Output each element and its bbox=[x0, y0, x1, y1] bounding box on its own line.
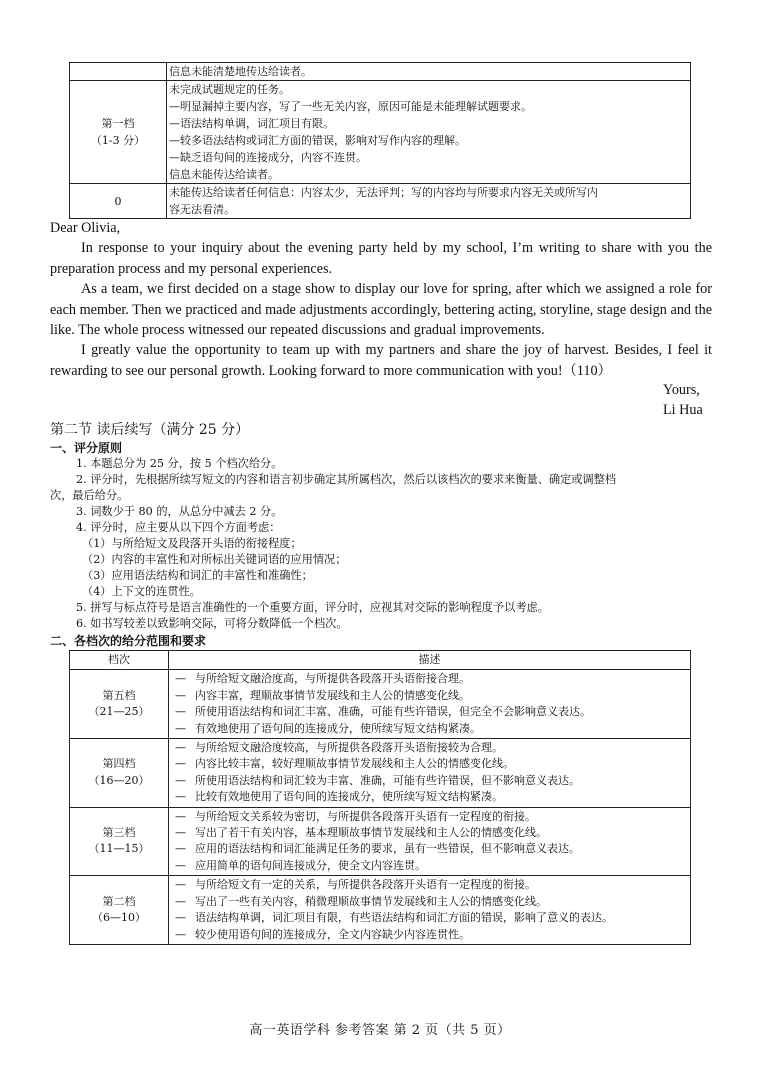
level-range: （1-3 分） bbox=[90, 134, 146, 147]
principle-item: （1）与所给短文及段落开头语的衔接程度； bbox=[82, 537, 302, 550]
table-row bbox=[70, 876, 691, 945]
description-line: — 内容比较丰富，较好理顺故事情节发展线和主人公的情感变化线。 bbox=[175, 757, 514, 771]
principle-item: 5. 拼写与标点符号是语言准确性的一个重要方面，评分时，应视其对交际的影响程度予以考虑。 bbox=[76, 601, 549, 614]
level-cell bbox=[70, 807, 169, 876]
description-cell bbox=[167, 81, 691, 184]
description-line: — 与所给短文融洽度高，与所提供各段落开头语衔接合理。 bbox=[175, 672, 470, 686]
principle-item: 3. 词数少于 80 的，从总分中减去 2 分。 bbox=[76, 505, 283, 518]
description-cell bbox=[169, 739, 691, 808]
description-line: 未能传达给读者任何信息：内容太少，无法评判；写的内容均与所要求内容无关或所写内 bbox=[169, 186, 598, 199]
principle-item: 6. 如书写较差以致影响交际，可将分数降低一个档次。 bbox=[76, 617, 348, 630]
level-cell bbox=[70, 63, 167, 81]
description-line: — 与所给短文有一定的关系，与所提供各段落开头语有一定程度的衔接。 bbox=[175, 878, 536, 892]
table-header-row bbox=[70, 651, 691, 670]
description-line: —明显漏掉主要内容，写了一些无关内容，原因可能是未能理解试题要求。 bbox=[169, 100, 532, 113]
description-line: — 应用的语法结构和词汇能满足任务的要求，虽有一些错误，但不影响意义表达。 bbox=[175, 842, 580, 856]
section-title: 第二节 读后续写（满分 25 分） bbox=[50, 422, 250, 438]
description-line: —语法结构单调，词汇项目有限。 bbox=[169, 117, 334, 130]
table-row bbox=[70, 81, 691, 184]
description-line: — 有效地使用了语句间的连接成分，使所续写短文结构紧凑。 bbox=[175, 721, 481, 735]
principle-item: 2. 评分时，先根据所续写短文的内容和语言初步确定其所属档次，然后以该档次的要求来衡量、确定或调整档 bbox=[76, 473, 617, 486]
table-row bbox=[70, 670, 691, 739]
table-row bbox=[70, 807, 691, 876]
level-name: 第三档 bbox=[102, 826, 136, 840]
description-line: — 写出了若干有关内容，基本理顺故事情节发展线和主人公的情感变化线。 bbox=[175, 826, 547, 840]
description-line: 未完成试题规定的任务。 bbox=[169, 83, 290, 96]
description-line: 容无法看清。 bbox=[169, 203, 235, 216]
letter-paragraph: In response to your inquiry about the evening party held by my school, I’m writing to share with you the preparation process and my personal experiences. bbox=[50, 240, 712, 277]
description-line: 信息未能传达给读者。 bbox=[169, 168, 279, 181]
level-cell bbox=[70, 184, 167, 219]
level-name: 第一档 bbox=[101, 117, 135, 130]
description-line: — 与所给短文关系较为密切，与所提供各段落开头语有一定程度的衔接。 bbox=[175, 809, 536, 823]
level-range: （21—25） bbox=[88, 705, 150, 719]
level-name: 第四档 bbox=[102, 757, 136, 771]
description-cell bbox=[169, 807, 691, 876]
table-row bbox=[70, 184, 691, 219]
header-description: 描述 bbox=[169, 651, 691, 670]
description-line: — 语法结构单调，词汇项目有限，有些语法结构和词汇方面的错误，影响了意义的表达。 bbox=[175, 911, 613, 925]
principles-heading: 一、评分原则 bbox=[50, 441, 123, 455]
principle-item: （3）应用语法结构和词汇的丰富性和准确性； bbox=[82, 569, 313, 582]
level-cell bbox=[70, 81, 167, 184]
description-line: —缺乏语句间的连接成分，内容不连贯。 bbox=[169, 151, 367, 164]
principle-item: 次，最后给分。 bbox=[50, 489, 129, 502]
sample-letter bbox=[50, 218, 712, 381]
level-range: （16—20） bbox=[88, 773, 150, 787]
principle-item: 4. 评分时，应主要从以下四个方面考虑： bbox=[76, 521, 281, 534]
level-range: （6—10） bbox=[92, 911, 146, 925]
description-line: — 应用简单的语句间连接成分，使全文内容连贯。 bbox=[175, 858, 426, 872]
letter-paragraph: I greatly value the opportunity to team up with my partners and share the joy of harvest. Besides, I feel it rewarding to see our personal growth. Looking forward to more communication with you!（110） bbox=[50, 342, 712, 379]
letter-signature: Li Hua bbox=[663, 402, 703, 418]
table-row bbox=[70, 739, 691, 808]
description-line: — 内容丰富，理顺故事情节发展线和主人公的情感变化线。 bbox=[175, 688, 470, 702]
description-line: 信息未能清楚地传达给读者。 bbox=[169, 65, 312, 78]
description-line: — 比较有效地使用了语句间的连接成分，使所续写短文结构紧凑。 bbox=[175, 790, 503, 804]
description-line: —较多语法结构或词汇方面的错误，影响对写作内容的理解。 bbox=[169, 134, 466, 147]
level-cell bbox=[70, 739, 169, 808]
level-name: 第五档 bbox=[102, 688, 136, 702]
continuation-score-table bbox=[69, 650, 691, 945]
header-level: 档次 bbox=[70, 651, 169, 670]
description-cell bbox=[169, 876, 691, 945]
writing-score-table bbox=[69, 62, 691, 219]
description-cell bbox=[167, 63, 691, 81]
principle-item: （4）上下文的连贯性。 bbox=[82, 585, 201, 598]
letter-paragraph: As a team, we first decided on a stage show to display our love for spring, after which we assigned a role for each member. Then we practiced and made adjustments accordingly, bettering acting, storyline, stage design and the like. The whole process witnessed our repeated discussions and gradual improvements. bbox=[50, 281, 712, 339]
letter-closing: Yours, bbox=[663, 382, 700, 398]
description-line: — 较少使用语句间的连接成分，全文内容缺少内容连贯性。 bbox=[175, 927, 470, 941]
level-name: 第二档 bbox=[102, 894, 136, 908]
description-cell bbox=[167, 184, 691, 219]
table-row bbox=[70, 63, 691, 81]
letter-greeting: Dear Olivia, bbox=[50, 220, 121, 236]
description-line: — 所使用语法结构和词汇较为丰富、准确，可能有些许错误，但不影响意义表达。 bbox=[175, 773, 580, 787]
principle-item: （2）内容的丰富性和对所标出关键词语的应用情况； bbox=[82, 553, 347, 566]
page-footer: 高一英语学科 参考答案 第 2 页（共 5 页） bbox=[249, 1023, 511, 1038]
description-line: — 所使用语法结构和词汇丰富、准确，可能有些许错误，但完全不会影响意义表达。 bbox=[175, 705, 591, 719]
principle-item: 1. 本题总分为 25 分，按 5 个档次给分。 bbox=[76, 457, 283, 470]
description-line: — 与所给短文融洽度较高，与所提供各段落开头语衔接较为合理。 bbox=[175, 741, 503, 755]
level-cell bbox=[70, 876, 169, 945]
level-name: 0 bbox=[114, 194, 122, 208]
level-cell bbox=[70, 670, 169, 739]
levels-heading: 二、各档次的给分范围和要求 bbox=[50, 634, 207, 648]
description-cell bbox=[169, 670, 691, 739]
level-range: （11—15） bbox=[88, 842, 150, 856]
description-line: — 写出了一些有关内容，稍微理顺故事情节发展线和主人公的情感变化线。 bbox=[175, 894, 547, 908]
